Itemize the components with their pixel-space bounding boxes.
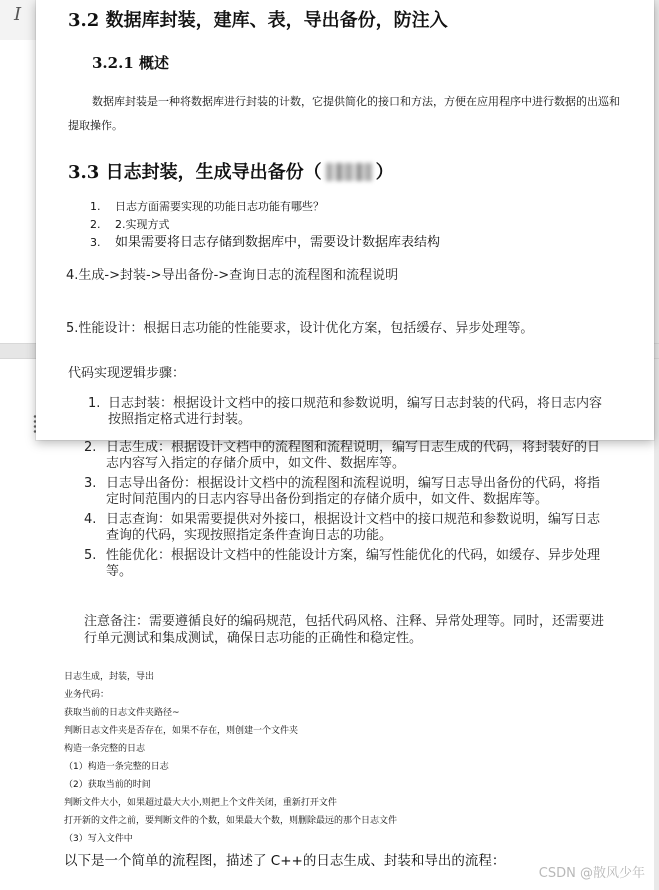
code-notes bbox=[64, 668, 624, 848]
list-item: 1. 日志方面需要实现的功能日志功能有哪些？ bbox=[90, 200, 324, 213]
code-note-line: 判断日志文件夹是否存在，如果不存在，则创建一个文件夹 bbox=[64, 726, 299, 736]
code-steps-list bbox=[64, 440, 609, 584]
code-note-line: （2）获取当前的时间 bbox=[64, 780, 151, 790]
list-item: 2. 2.实现方式 bbox=[90, 218, 170, 231]
heading-3-2: 3.2 数据库封装，建库、表，导出备份，防注入 bbox=[68, 10, 448, 31]
flow-description: 4.生成->封装->导出备份->查询日志的流程图和流程说明 bbox=[66, 268, 399, 283]
note-paragraph: 注意备注：需要遵循良好的编码规范，包括代码风格、注释、异常处理等。同时，还需要进行单元测试和集成测试，确保日志功能的正确性和稳定性。 bbox=[84, 614, 605, 646]
code-note-line: 日志生成，封装，导出 bbox=[64, 672, 155, 682]
scrollbar-track[interactable] bbox=[654, 0, 659, 890]
list-item: 3. 如果需要将日志存储到数据库中，需要设计数据库表结构 bbox=[90, 235, 441, 250]
code-steps-heading: 代码实现逻辑步骤： bbox=[68, 366, 186, 381]
code-note-line: （1）构造一条完整的日志 bbox=[64, 762, 169, 772]
code-note-line: 判断文件大小，如果超过最大大小,则把上个文件关闭，重新打开文件 bbox=[64, 798, 337, 808]
list-item: 1. 日志封装：根据设计文档中的接口规范和参数说明，编写日志封装的代码，将日志内容按照指定格式进行封装。 bbox=[88, 396, 603, 427]
code-note-line: 打开新的文件之前，要判断文件的个数，如果最大个数，则删除最远的那个日志文件 bbox=[64, 816, 398, 826]
watermark: CSDN @散风少年 bbox=[538, 866, 645, 881]
performance-design: 5.性能设计：根据日志功能的性能要求，设计优化方案，包括缓存、异步处理等。 bbox=[66, 321, 534, 336]
list-item: 2. 日志生成：根据设计文档中的流程图和流程说明，编写日志生成的代码，将封装好的日志内容写入指定的存储介质中，如文件、数据库等。 bbox=[84, 440, 601, 471]
heading-3-3: 3.3 日志封装，生成导出备份（ ） bbox=[68, 162, 394, 183]
floating-doc-page[interactable] bbox=[36, 0, 654, 440]
log-feature-list bbox=[90, 198, 440, 252]
italic-icon[interactable]: I bbox=[14, 4, 22, 25]
heading-3-2-1: 3.2.1 概述 bbox=[92, 54, 169, 72]
code-note-line: 构造一条完整的日志 bbox=[64, 744, 146, 754]
list-item: 4. 日志查询：如果需要提供对外接口，根据设计文档中的接口规范和参数说明，编写日志查询的代码，实现按照指定条件查询日志的功能。 bbox=[84, 512, 601, 543]
list-item: 3. 日志导出备份：根据设计文档中的流程图和流程说明，编写日志导出备份的代码，将指定时间范围内的日志内容导出备份到指定的存储介质中，如文件、数据库等。 bbox=[84, 476, 601, 507]
overview-paragraph: 数据库封装是一种将数据库进行封装的计数，它提供简化的接口和方法，方便在应用程序中进行数据的出巡和提取操作。 bbox=[68, 95, 620, 132]
code-note-line: （3）写入文件中 bbox=[64, 834, 133, 844]
code-note-line: 业务代码： bbox=[64, 690, 110, 700]
list-item: 5. 性能优化：根据设计文档中的性能设计方案，编写性能优化的代码，如缓存、异步处理等。 bbox=[84, 548, 601, 579]
toolbar-strip bbox=[0, 0, 36, 40]
redacted-blur bbox=[326, 163, 372, 181]
code-steps-list bbox=[88, 396, 608, 428]
code-note-line: 获取当前的日志文件夹路径~ bbox=[64, 708, 180, 718]
flow-intro-text: 以下是一个简单的流程图，描述了 C++的日志生成、封装和导出的流程： bbox=[64, 853, 506, 869]
